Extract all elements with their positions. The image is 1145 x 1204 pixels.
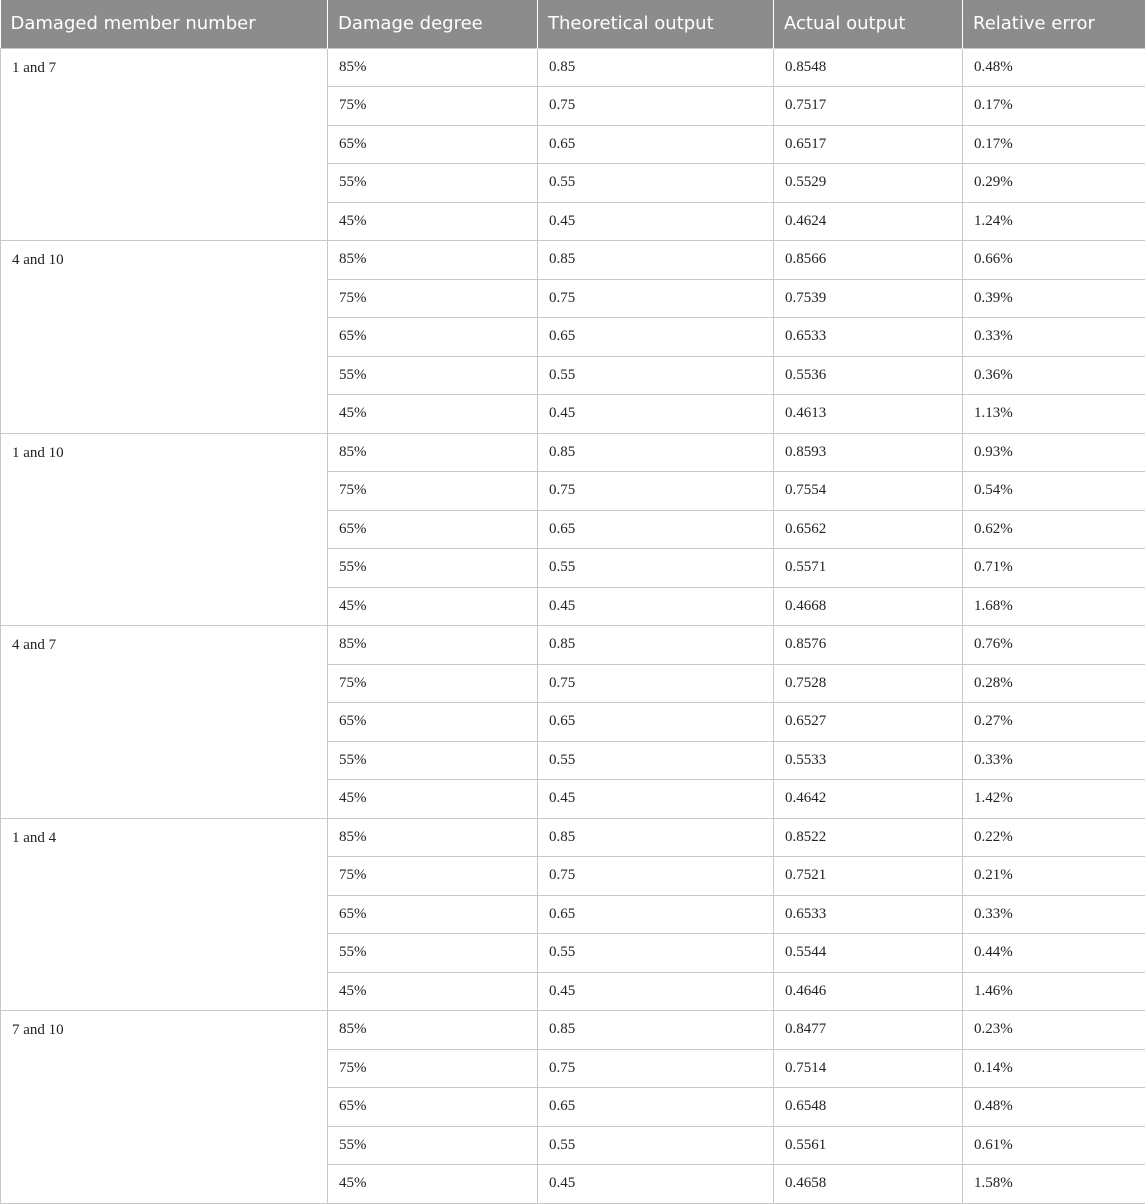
actual-output-cell: 0.4642 [774, 780, 963, 819]
damage-degree-cell: 75% [328, 1049, 538, 1088]
damage-degree-cell: 65% [328, 125, 538, 164]
relative-error-cell: 0.48% [963, 48, 1145, 87]
header-damaged-member-number: Damaged member number [1, 0, 328, 48]
damage-degree-cell: 55% [328, 549, 538, 588]
relative-error-cell: 0.66% [963, 241, 1145, 280]
table-row [1, 626, 1145, 665]
actual-output-cell: 0.4624 [774, 202, 963, 241]
actual-output-cell: 0.6562 [774, 510, 963, 549]
table-header [1, 0, 1145, 48]
actual-output-cell: 0.8477 [774, 1011, 963, 1050]
damage-degree-cell: 55% [328, 164, 538, 203]
actual-output-cell: 0.4613 [774, 395, 963, 434]
theoretical-output-cell: 0.45 [538, 972, 774, 1011]
theoretical-output-cell: 0.65 [538, 318, 774, 357]
relative-error-cell: 0.61% [963, 1126, 1145, 1165]
actual-output-cell: 0.7521 [774, 857, 963, 896]
actual-output-cell: 0.8566 [774, 241, 963, 280]
actual-output-cell: 0.5544 [774, 934, 963, 973]
theoretical-output-cell: 0.45 [538, 202, 774, 241]
relative-error-cell: 0.28% [963, 664, 1145, 703]
theoretical-output-cell: 0.55 [538, 741, 774, 780]
table-body [1, 48, 1145, 1203]
theoretical-output-cell: 0.55 [538, 356, 774, 395]
damage-degree-cell: 75% [328, 279, 538, 318]
theoretical-output-cell: 0.75 [538, 857, 774, 896]
damage-degree-cell: 45% [328, 202, 538, 241]
relative-error-cell: 1.68% [963, 587, 1145, 626]
theoretical-output-cell: 0.85 [538, 433, 774, 472]
actual-output-cell: 0.8548 [774, 48, 963, 87]
relative-error-cell: 0.93% [963, 433, 1145, 472]
damage-degree-cell: 45% [328, 587, 538, 626]
relative-error-cell: 0.71% [963, 549, 1145, 588]
damage-degree-cell: 85% [328, 48, 538, 87]
damage-degree-cell: 75% [328, 664, 538, 703]
damage-degree-cell: 85% [328, 626, 538, 665]
damage-degree-cell: 55% [328, 1126, 538, 1165]
relative-error-cell: 0.14% [963, 1049, 1145, 1088]
theoretical-output-cell: 0.65 [538, 510, 774, 549]
damage-degree-cell: 85% [328, 433, 538, 472]
damage-degree-cell: 45% [328, 780, 538, 819]
actual-output-cell: 0.8522 [774, 818, 963, 857]
damage-degree-cell: 65% [328, 1088, 538, 1127]
header-actual-output: Actual output [774, 0, 963, 48]
theoretical-output-cell: 0.75 [538, 1049, 774, 1088]
table-row [1, 433, 1145, 472]
actual-output-cell: 0.8576 [774, 626, 963, 665]
relative-error-cell: 0.48% [963, 1088, 1145, 1127]
relative-error-cell: 0.23% [963, 1011, 1145, 1050]
damaged-member-cell: 4 and 7 [1, 626, 328, 819]
damage-degree-cell: 65% [328, 318, 538, 357]
actual-output-cell: 0.7539 [774, 279, 963, 318]
actual-output-cell: 0.6548 [774, 1088, 963, 1127]
damaged-member-cell: 1 and 10 [1, 433, 328, 626]
theoretical-output-cell: 0.55 [538, 1126, 774, 1165]
theoretical-output-cell: 0.85 [538, 818, 774, 857]
table-row [1, 241, 1145, 280]
actual-output-cell: 0.5536 [774, 356, 963, 395]
actual-output-cell: 0.7517 [774, 87, 963, 126]
theoretical-output-cell: 0.45 [538, 780, 774, 819]
damage-degree-cell: 65% [328, 895, 538, 934]
damage-degree-cell: 45% [328, 1165, 538, 1204]
actual-output-cell: 0.7528 [774, 664, 963, 703]
table-row [1, 48, 1145, 87]
relative-error-cell: 0.62% [963, 510, 1145, 549]
theoretical-output-cell: 0.65 [538, 895, 774, 934]
theoretical-output-cell: 0.85 [538, 626, 774, 665]
damage-degree-cell: 45% [328, 972, 538, 1011]
relative-error-cell: 0.17% [963, 87, 1145, 126]
actual-output-cell: 0.7514 [774, 1049, 963, 1088]
theoretical-output-cell: 0.45 [538, 587, 774, 626]
actual-output-cell: 0.5571 [774, 549, 963, 588]
header-damage-degree: Damage degree [328, 0, 538, 48]
relative-error-cell: 0.33% [963, 895, 1145, 934]
theoretical-output-cell: 0.75 [538, 279, 774, 318]
table-row [1, 818, 1145, 857]
actual-output-cell: 0.8593 [774, 433, 963, 472]
theoretical-output-cell: 0.65 [538, 125, 774, 164]
theoretical-output-cell: 0.55 [538, 934, 774, 973]
actual-output-cell: 0.6533 [774, 895, 963, 934]
damage-degree-cell: 65% [328, 703, 538, 742]
damage-degree-cell: 75% [328, 472, 538, 511]
header-row [1, 0, 1145, 48]
actual-output-cell: 0.6517 [774, 125, 963, 164]
theoretical-output-cell: 0.55 [538, 549, 774, 588]
relative-error-cell: 1.42% [963, 780, 1145, 819]
damaged-member-cell: 1 and 4 [1, 818, 328, 1011]
theoretical-output-cell: 0.45 [538, 395, 774, 434]
relative-error-cell: 0.39% [963, 279, 1145, 318]
relative-error-cell: 0.33% [963, 741, 1145, 780]
relative-error-cell: 0.36% [963, 356, 1145, 395]
relative-error-cell: 0.33% [963, 318, 1145, 357]
theoretical-output-cell: 0.85 [538, 241, 774, 280]
relative-error-cell: 0.76% [963, 626, 1145, 665]
relative-error-cell: 0.54% [963, 472, 1145, 511]
relative-error-cell: 1.58% [963, 1165, 1145, 1204]
actual-output-cell: 0.5561 [774, 1126, 963, 1165]
damage-degree-cell: 75% [328, 857, 538, 896]
relative-error-cell: 1.13% [963, 395, 1145, 434]
damaged-member-cell: 4 and 10 [1, 241, 328, 434]
damage-degree-cell: 55% [328, 934, 538, 973]
damage-degree-cell: 85% [328, 1011, 538, 1050]
actual-output-cell: 0.6527 [774, 703, 963, 742]
actual-output-cell: 0.6533 [774, 318, 963, 357]
damaged-member-cell: 7 and 10 [1, 1011, 328, 1204]
theoretical-output-cell: 0.65 [538, 1088, 774, 1127]
theoretical-output-cell: 0.55 [538, 164, 774, 203]
theoretical-output-cell: 0.85 [538, 1011, 774, 1050]
theoretical-output-cell: 0.65 [538, 703, 774, 742]
damage-degree-cell: 65% [328, 510, 538, 549]
table-row [1, 1011, 1145, 1050]
relative-error-cell: 0.29% [963, 164, 1145, 203]
header-theoretical-output: Theoretical output [538, 0, 774, 48]
relative-error-cell: 0.21% [963, 857, 1145, 896]
damaged-member-cell: 1 and 7 [1, 48, 328, 241]
relative-error-cell: 1.46% [963, 972, 1145, 1011]
theoretical-output-cell: 0.45 [538, 1165, 774, 1204]
damage-degree-cell: 85% [328, 241, 538, 280]
header-relative-error: Relative error [963, 0, 1145, 48]
damage-degree-cell: 55% [328, 741, 538, 780]
relative-error-cell: 0.22% [963, 818, 1145, 857]
damage-degree-cell: 75% [328, 87, 538, 126]
theoretical-output-cell: 0.75 [538, 472, 774, 511]
actual-output-cell: 0.4658 [774, 1165, 963, 1204]
actual-output-cell: 0.7554 [774, 472, 963, 511]
actual-output-cell: 0.5529 [774, 164, 963, 203]
theoretical-output-cell: 0.75 [538, 87, 774, 126]
damage-degree-cell: 85% [328, 818, 538, 857]
theoretical-output-cell: 0.85 [538, 48, 774, 87]
actual-output-cell: 0.5533 [774, 741, 963, 780]
relative-error-cell: 0.27% [963, 703, 1145, 742]
relative-error-cell: 1.24% [963, 202, 1145, 241]
theoretical-output-cell: 0.75 [538, 664, 774, 703]
relative-error-cell: 0.44% [963, 934, 1145, 973]
damage-degree-cell: 45% [328, 395, 538, 434]
actual-output-cell: 0.4646 [774, 972, 963, 1011]
relative-error-cell: 0.17% [963, 125, 1145, 164]
actual-output-cell: 0.4668 [774, 587, 963, 626]
damage-degree-cell: 55% [328, 356, 538, 395]
